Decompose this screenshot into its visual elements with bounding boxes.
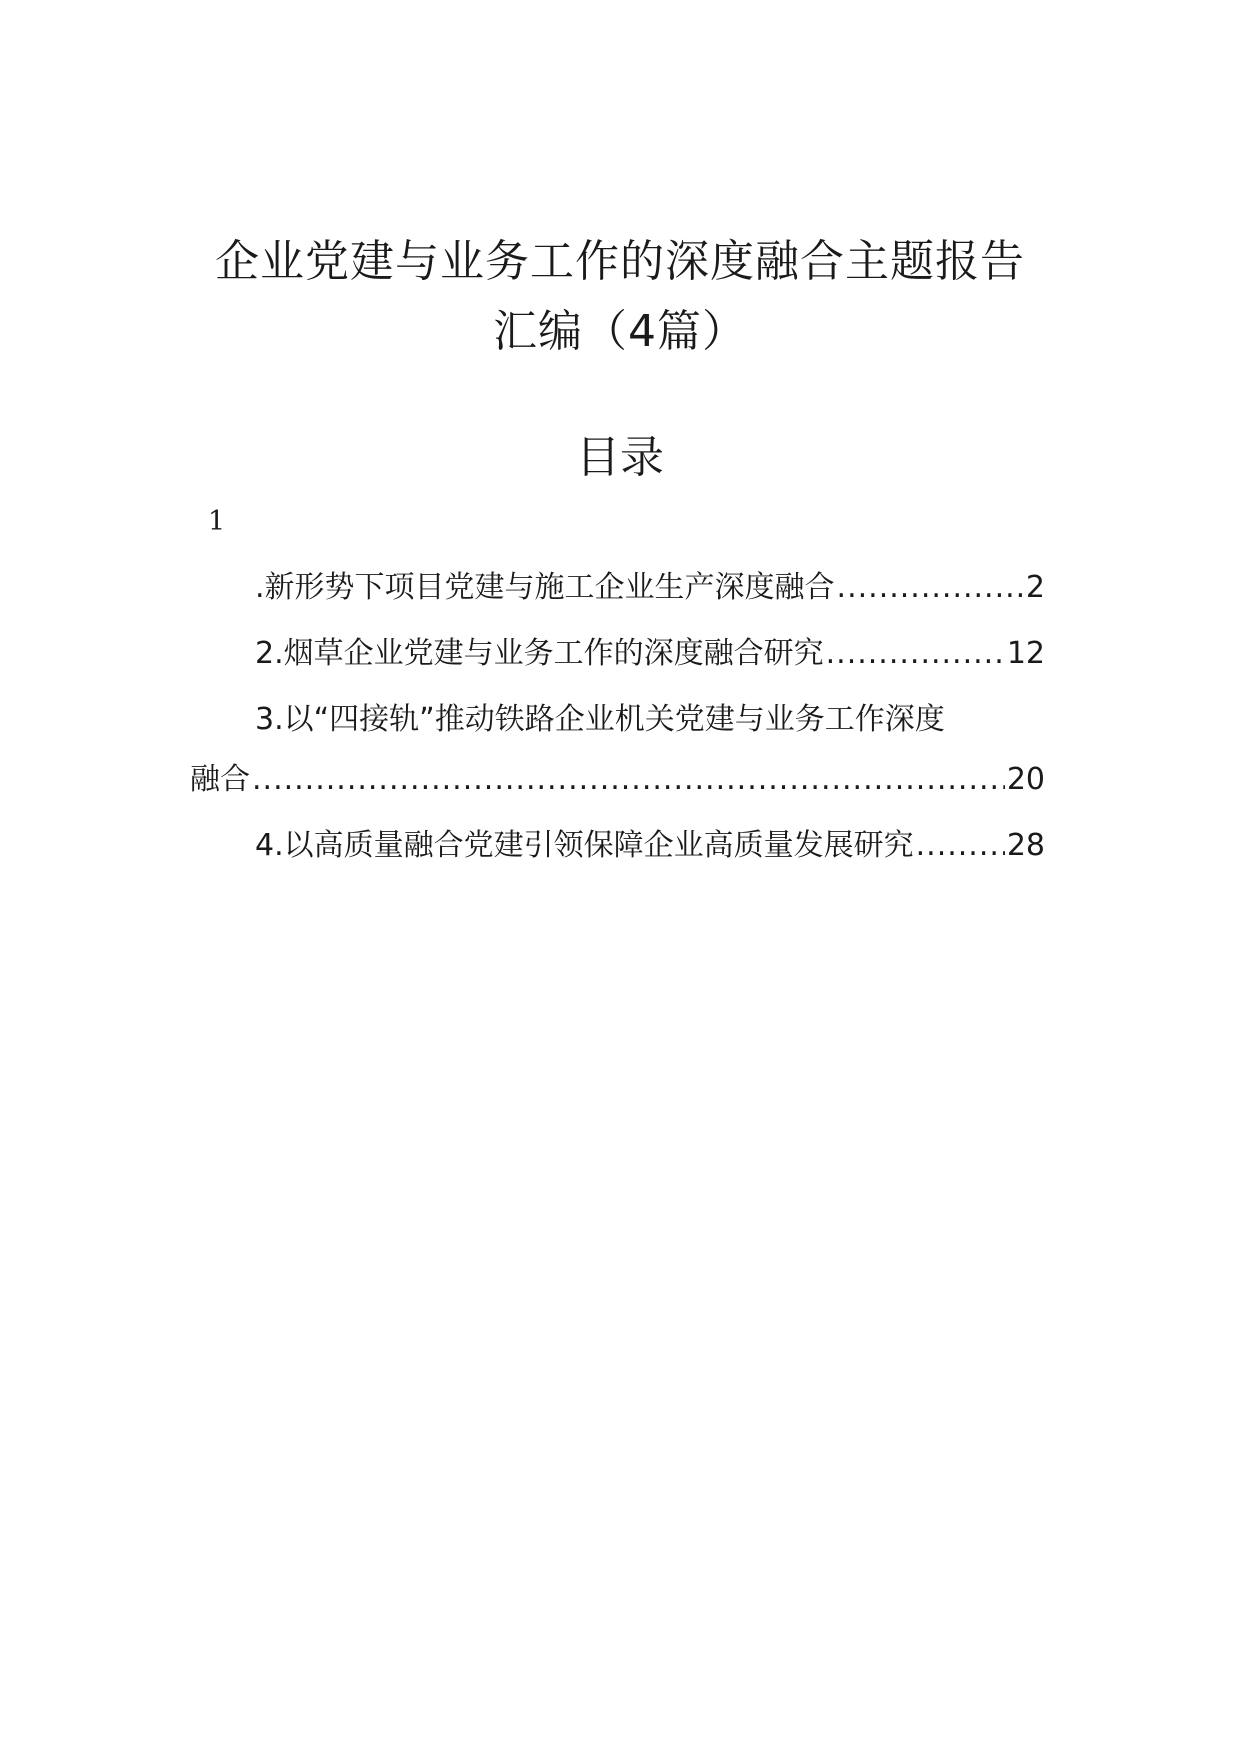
toc-entry-3-line-2[interactable] [190, 758, 1045, 802]
toc-entry-1[interactable] [255, 566, 1045, 610]
toc-entry-2[interactable] [255, 632, 1045, 676]
toc-entry-title: 4.以高质量融合党建引领保障企业高质量发展研究 [255, 828, 914, 863]
document-title-line-2: 汇编（4篇） [493, 306, 747, 357]
toc-entry-4[interactable] [255, 824, 1045, 868]
toc-entry-title: .新形势下项目党建与施工企业生产深度融合 [255, 570, 835, 605]
toc-entry-title: 3.以“四接轨”推动铁路企业机关党建与业务工作深度 [255, 702, 945, 737]
toc-page-number: 28 [1006, 828, 1045, 863]
dot-leader [252, 758, 1005, 802]
document-title-line-1: 企业党建与业务工作的深度融合主题报告 [215, 236, 1025, 287]
dot-leader [826, 632, 1005, 676]
dot-leader [837, 566, 1024, 610]
toc-page-number: 12 [1006, 636, 1045, 671]
toc-entry-title-continued: 融合 [190, 762, 250, 797]
stray-list-number: 1 [208, 506, 226, 537]
toc-entry-3-line-1[interactable] [255, 698, 1045, 742]
toc-entry-title: 2.烟草企业党建与业务工作的深度融合研究 [255, 636, 824, 671]
toc-page-number: 2 [1025, 570, 1045, 605]
toc-page-number: 20 [1006, 762, 1045, 797]
toc-heading: 目录 [576, 432, 664, 483]
dot-leader [916, 824, 1005, 868]
